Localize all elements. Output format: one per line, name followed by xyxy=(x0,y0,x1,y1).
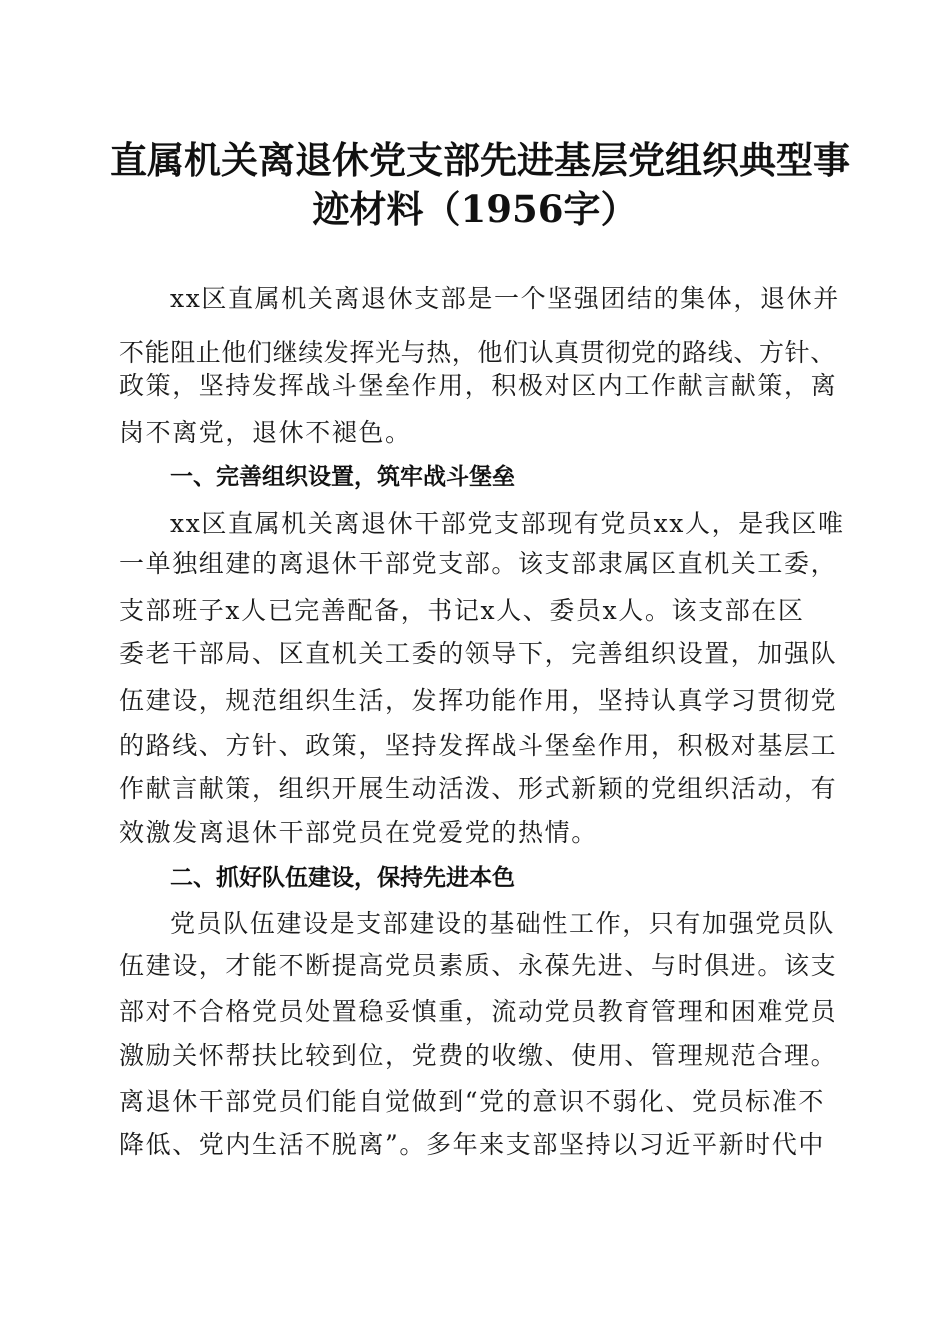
section-heading: 二、抓好队伍建设，保持先进本色 xyxy=(170,865,515,891)
paragraph-line: 的路线、方针、政策，坚持发挥战斗堡垒作用，积极对基层工 xyxy=(119,731,838,760)
title-line-2: 迹材料（1956字） xyxy=(312,187,638,231)
paragraph-line: 不能阻止他们继续发挥光与热，他们认真贯彻党的路线、方针、 xyxy=(119,338,836,367)
paragraph-line: 支部班子x人已完善配备，书记x人、委员x人。该支部在区 xyxy=(119,596,805,625)
document-title xyxy=(110,136,850,234)
paragraph-line: 岗不离党，退休不褪色。 xyxy=(119,418,412,447)
title-line-1: 直属机关离退休党支部先进基层党组织典型事 xyxy=(110,138,850,182)
section-heading: 一、完善组织设置，筑牢战斗堡垒 xyxy=(170,464,515,490)
paragraph-line: 伍建设，才能不断提高党员素质、永葆先进、与时俱进。该支 xyxy=(119,951,838,980)
paragraph-line: 激励关怀帮扶比较到位，党费的收缴、使用、管理规范合理。 xyxy=(119,1041,838,1070)
paragraph-line: 降低、党内生活不脱离”。多年来支部坚持以习近平新时代中 xyxy=(119,1130,825,1159)
paragraph-line: 伍建设，规范组织生活，发挥功能作用，坚持认真学习贯彻党 xyxy=(119,686,838,715)
paragraph-line: 一单独组建的离退休干部党支部。该支部隶属区直机关工委， xyxy=(119,549,838,578)
paragraph-line: xx区直属机关离退休干部党支部现有党员xx人，是我区唯 xyxy=(170,509,845,538)
paragraph-line: 部对不合格党员处置稳妥慎重，流动党员教育管理和困难党员 xyxy=(119,997,838,1026)
paragraph-line: 委老干部局、区直机关工委的领导下，完善组织设置，加强队 xyxy=(119,639,838,668)
paragraph-line: 作献言献策，组织开展生动活泼、形式新颖的党组织活动，有 xyxy=(119,774,838,803)
paragraph-line: 政策，坚持发挥战斗堡垒作用，积极对区内工作献言献策，离 xyxy=(119,371,838,400)
paragraph-line: 离退休干部党员们能自觉做到“党的意识不弱化、党员标准不 xyxy=(119,1087,825,1116)
paragraph-line: 党员队伍建设是支部建设的基础性工作，只有加强党员队 xyxy=(170,909,836,938)
paragraph-line: 效激发离退休干部党员在党爱党的热情。 xyxy=(119,818,598,847)
paragraph-line: xx区直属机关离退休支部是一个坚强团结的集体，退休并 xyxy=(170,284,840,313)
